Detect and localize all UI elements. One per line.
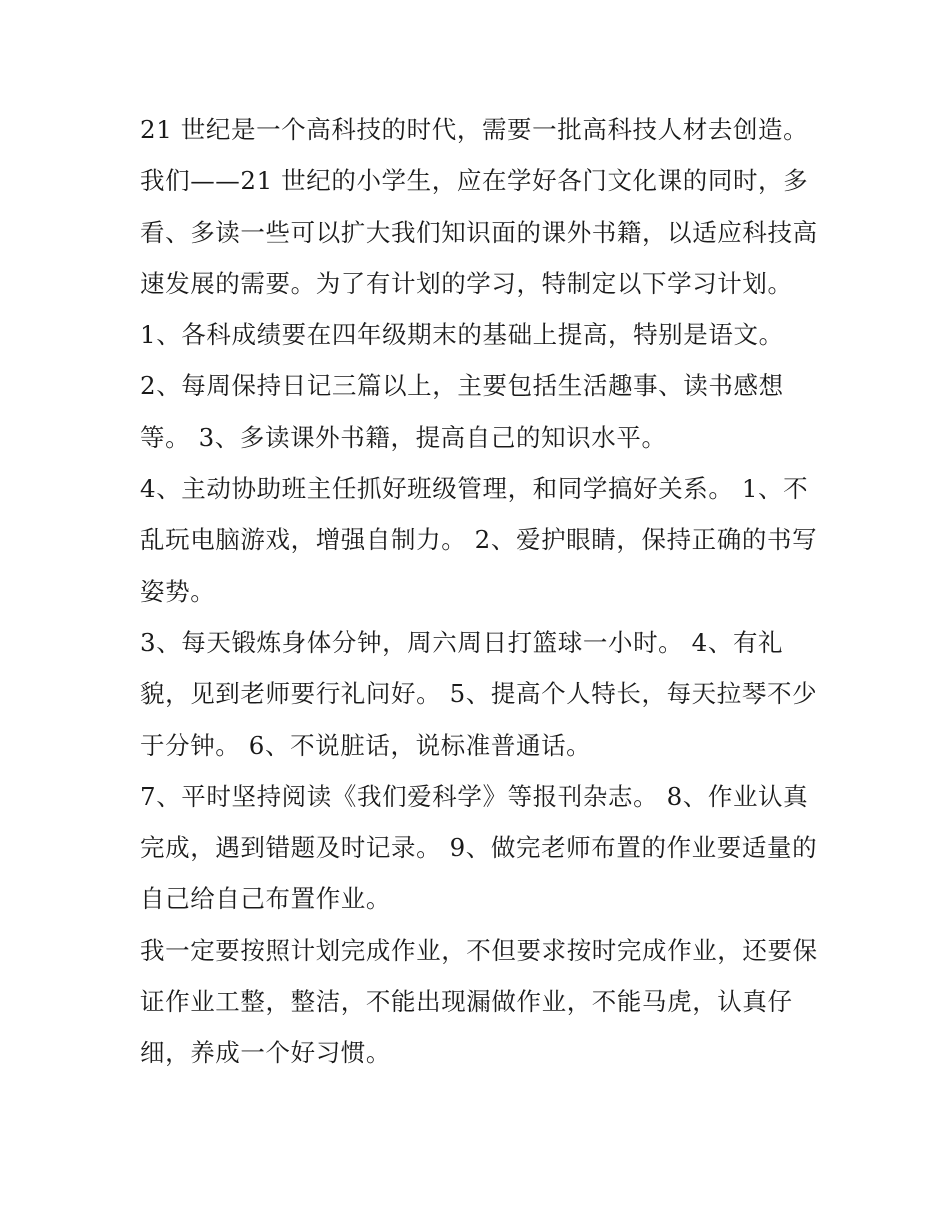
text-line: 等。 3、多读课外书籍，提高自己的知识水平。: [140, 422, 667, 452]
text-line: 我一定要按照计划完成作业，不但要求按时完成作业，还要保: [140, 935, 818, 965]
text-line: 4、主动协助班主任抓好班级管理，和同学搞好关系。 1、不: [140, 474, 809, 504]
text-line: 21 世纪是一个高科技的时代，需要一批高科技人材去创造。: [140, 115, 809, 144]
text-line: 乱玩电脑游戏，增强自制力。 2、爱护眼睛，保持正确的书写: [140, 525, 818, 555]
text-line: 2、每周保持日记三篇以上，主要包括生活趣事、读书感想: [140, 371, 784, 401]
text-line: 1、各科成绩要在四年级期末的基础上提高，特别是语文。: [140, 320, 784, 350]
text-line: 细，养成一个好习惯。: [140, 1038, 391, 1068]
document-body: [140, 104, 830, 1079]
text-line: 7、平时坚持阅读《我们爱科学》等报刊杂志。 8、作业认真: [140, 781, 809, 811]
text-line: 证作业工整，整洁，不能出现漏做作业，不能马虎，认真仔: [140, 987, 793, 1017]
text-line: 我们——21 世纪的小学生，应在学好各门文化课的同时，多: [140, 166, 809, 196]
text-line: 于分钟。 6、不说脏话，说标准普通话。: [140, 730, 592, 760]
text-line: 看、多读一些可以扩大我们知识面的课外书籍，以适应科技高: [140, 217, 818, 247]
text-line: 3、每天锻炼身体分钟，周六周日打篮球一小时。 4、有礼: [140, 627, 784, 657]
text-line: 完成，遇到错题及时记录。 9、做完老师布置的作业要适量的: [140, 833, 818, 863]
text-line: 自己给自己布置作业。: [140, 884, 391, 914]
text-line: 姿势。: [140, 576, 216, 606]
text-line: 速发展的需要。为了有计划的学习，特制定以下学习计划。: [140, 268, 793, 298]
text-line: 貌，见到老师要行礼问好。 5、提高个人特长，每天拉琴不少: [140, 679, 818, 709]
